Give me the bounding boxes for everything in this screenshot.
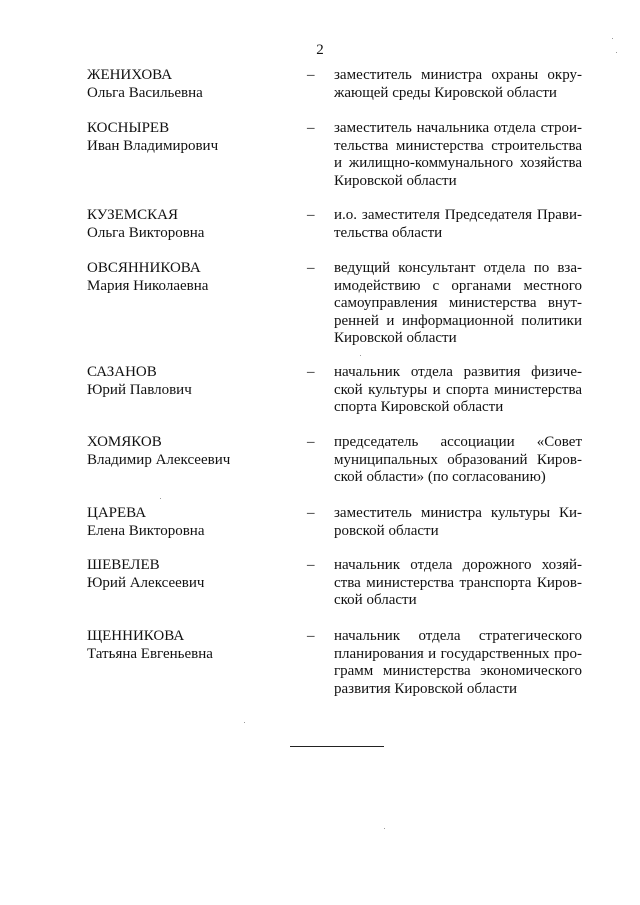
member-surname: САЗАНОВ (87, 364, 157, 380)
position-line: грамм министерства экономического (334, 663, 582, 680)
member-position (334, 67, 582, 102)
position-line: имодействию с органами местного (334, 277, 582, 294)
position-line: ской области (334, 592, 417, 609)
member-given-names: Елена Викторовна (87, 522, 205, 539)
member-given-names: Ольга Васильевна (87, 84, 203, 101)
member-name (87, 628, 287, 663)
member-surname: ШЕВЕЛЕВ (87, 557, 160, 573)
position-line: ведущий консультант отдела по вза- (334, 260, 582, 276)
position-line: развития Кировской области (334, 680, 518, 697)
member-given-names: Мария Николаевна (87, 277, 209, 294)
dash-separator: – (307, 120, 315, 136)
page-number: 2 (316, 42, 324, 58)
scan-speck (616, 52, 617, 53)
member-name (87, 207, 287, 242)
member-name (87, 434, 287, 469)
member-position (334, 207, 582, 242)
position-line: заместитель министра культуры Ки- (334, 505, 582, 521)
dash-separator: – (307, 434, 315, 450)
position-line: Кировской области (334, 330, 457, 347)
dash-separator: – (307, 260, 315, 276)
scan-speck (384, 828, 385, 829)
member-position (334, 557, 582, 610)
scan-speck (612, 38, 613, 39)
member-surname: КОСНЫРЕВ (87, 120, 170, 136)
position-line: спорта Кировской области (334, 399, 504, 416)
member-surname: ОВСЯННИКОВА (87, 260, 201, 276)
member-name (87, 557, 287, 592)
dash-separator: – (307, 557, 315, 573)
position-line: заместитель начальника отдела строи- (334, 120, 582, 136)
position-line: начальник отдела развития физиче- (334, 364, 582, 380)
member-name (87, 260, 287, 295)
position-line: жающей среды Кировской области (334, 84, 557, 101)
position-line: ровской области (334, 522, 439, 539)
position-line: начальник отдела стратегического (334, 628, 582, 644)
position-line: и.о. заместителя Председателя Прави- (334, 207, 582, 223)
member-position (334, 260, 582, 348)
member-position (334, 120, 582, 190)
position-line: тельства министерства строительства (334, 137, 582, 154)
member-surname: КУЗЕМСКАЯ (87, 207, 178, 223)
member-name (87, 364, 287, 399)
position-line: муниципальных образований Киров- (334, 451, 582, 468)
position-line: ренней и информационной политики (334, 312, 582, 329)
member-position (334, 364, 582, 417)
position-line: Кировской области (334, 172, 457, 189)
position-line: ства министерства транспорта Киров- (334, 574, 582, 591)
dash-separator: – (307, 207, 315, 223)
member-given-names: Татьяна Евгеньевна (87, 645, 213, 662)
position-line: ской культуры и спорта министерства (334, 381, 582, 398)
member-name (87, 505, 287, 540)
member-surname: ЩЕННИКОВА (87, 628, 185, 644)
position-line: ской области» (по согласованию) (334, 469, 546, 486)
position-line: тельства области (334, 224, 443, 241)
member-given-names: Владимир Алексеевич (87, 451, 231, 468)
member-surname: ХОМЯКОВ (87, 434, 162, 450)
scan-speck (160, 498, 161, 499)
position-line: и жилищно-коммунального хозяйства (334, 155, 582, 172)
position-line: председатель ассоциации «Совет (334, 434, 582, 450)
scan-speck (360, 355, 361, 356)
member-given-names: Иван Владимирович (87, 137, 219, 154)
member-given-names: Ольга Викторовна (87, 224, 205, 241)
position-line: самоуправления министерства внут- (334, 295, 582, 312)
member-given-names: Юрий Алексеевич (87, 574, 205, 591)
position-line: планирования и государственных про- (334, 645, 582, 662)
member-position (334, 434, 582, 487)
member-position (334, 505, 582, 540)
dash-separator: – (307, 364, 315, 380)
member-name (87, 67, 287, 102)
scan-speck (244, 722, 245, 723)
member-position (334, 628, 582, 698)
member-given-names: Юрий Павлович (87, 381, 192, 398)
member-name (87, 120, 287, 155)
closing-rule (290, 746, 384, 747)
member-surname: ЦАРЕВА (87, 505, 147, 521)
position-line: начальник отдела дорожного хозяй- (334, 557, 582, 573)
position-line: заместитель министра охраны окру- (334, 67, 582, 83)
member-surname: ЖЕНИХОВА (87, 67, 173, 83)
dash-separator: – (307, 505, 315, 521)
dash-separator: – (307, 628, 315, 644)
dash-separator: – (307, 67, 315, 83)
